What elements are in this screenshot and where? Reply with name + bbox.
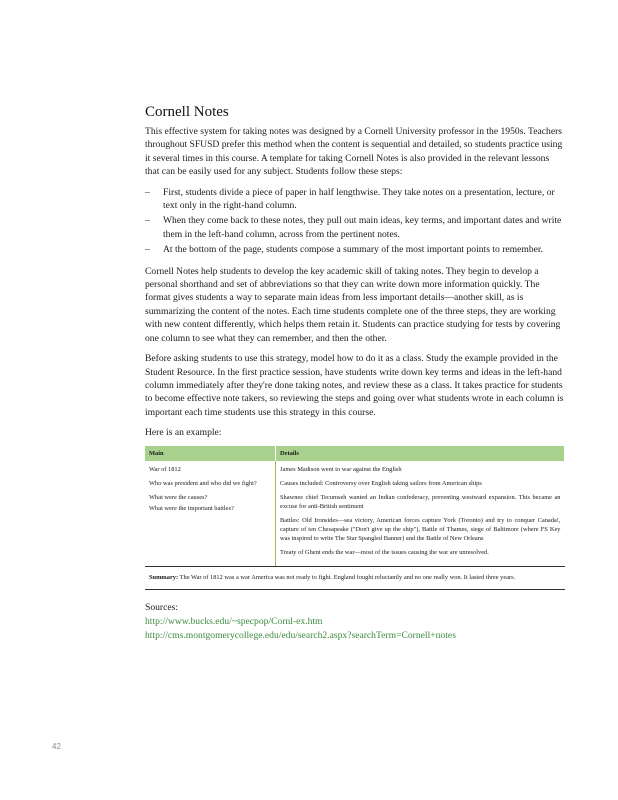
main-item: What were the causes? (149, 493, 208, 501)
instructions-paragraph: Before asking students to use this strategy, model how to do it as a class. Study the example provided in the Student Resource. In the first practice session, have students write down key terms and ideas in the left-hand column immediately after they're done taking notes, and review these as a class. It takes practice for students to become effective note takers, so reviewing the steps and going over what students wrote in each column is important each time students use this strategy in this course. (145, 353, 564, 418)
sources-heading: Sources: (145, 601, 179, 613)
details-item: Battles: Old Ironsides—sea victory, American forces capture York (Toronto) and try to conquer Canada!, capture of ten Chesapeake ("Don't give up the ship"), Battle of Thames, siege of Baltimore (where FS Key was inspired to write The Star Spangled Banner) and the Battle of New Orleans (280, 516, 561, 542)
dash-marker: – (145, 215, 150, 227)
benefits-paragraph: Cornell Notes help students to develop the key academic skill of taking notes. They begin to develop a personal shorthand and set of abbreviations so that they can write down more information quickly. The format gives students a way to separate main ideas from less important details—another skill, as is summarizing the content of the notes. Each time students complete one of the three steps, they are working with new content differently, which helps them retain it. Students can practice studying for tests by covering one column to see what they can remember, and then the other. (145, 265, 561, 344)
step-text: First, students divide a piece of paper in half lengthwise. They take notes on a presentation, lecture, or text only in the right-hand column. (163, 186, 555, 212)
details-column (276, 461, 565, 567)
step-text: When they come back to these notes, they pull out main ideas, key terms, and important dates and write them in the left-hand column, across from the pertinent notes. (163, 215, 562, 240)
intro-paragraph: This effective system for taking notes was designed by a Cornell University professor in the 1950s. Teachers throughout SFUSD prefer this method when the content is sequential and detailed, so students practice using it several times in this course. A template for taking Cornell Notes is also provided in the relevant lessons that can be easily used for any subject. Students follow these steps: (145, 126, 563, 178)
table-header-row (145, 446, 565, 461)
steps-list (145, 186, 565, 257)
summary-row (145, 566, 565, 589)
summary-label: Summary: (149, 573, 179, 581)
page-number: 42 (52, 742, 61, 751)
header-main: Main (145, 446, 276, 461)
step-item (145, 243, 565, 256)
details-item: Treaty of Ghent ends the war—most of the issues causing the war are unresolved. (280, 548, 489, 556)
dash-marker: – (145, 244, 150, 256)
example-intro: Here is an example: (145, 427, 222, 439)
step-item (145, 214, 565, 241)
source-link[interactable]: http://cms.montgomerycollege.edu/edu/search2.aspx?searchTerm=Cornell+notes (145, 629, 456, 641)
details-item: Shawnee chief Tecumseh wanted an Indian confederacy, preventing westward expansion. This became an excuse for anti-British sentiment (280, 493, 561, 510)
main-item: War of 1812 (149, 465, 181, 473)
page-title: Cornell Notes (145, 104, 229, 120)
step-item (145, 186, 565, 213)
summary-text: The War of 1812 was a war America was not ready to fight. England fought reluctantly and no one really won. It lasted three years. (179, 573, 516, 581)
header-details: Details (276, 446, 565, 461)
document-body (145, 104, 565, 643)
step-text: At the bottom of the page, students compose a summary of the most important points to remember. (163, 244, 543, 256)
cornell-notes-table (145, 446, 565, 590)
details-item: James Madison went to war against the English (280, 465, 402, 473)
source-link[interactable]: http://www.bucks.edu/~specpop/Cornl-ex.htm (145, 615, 323, 627)
summary-cell (145, 566, 565, 589)
main-column (145, 461, 276, 567)
details-item: Causes included: Controversy over English taking sailors from American ships (280, 479, 482, 487)
table-row (145, 461, 565, 567)
main-item: What were the important battles? (149, 504, 234, 512)
main-item: Who was president and who did we fight? (149, 479, 257, 487)
dash-marker: – (145, 186, 150, 198)
sources-section (145, 601, 565, 643)
